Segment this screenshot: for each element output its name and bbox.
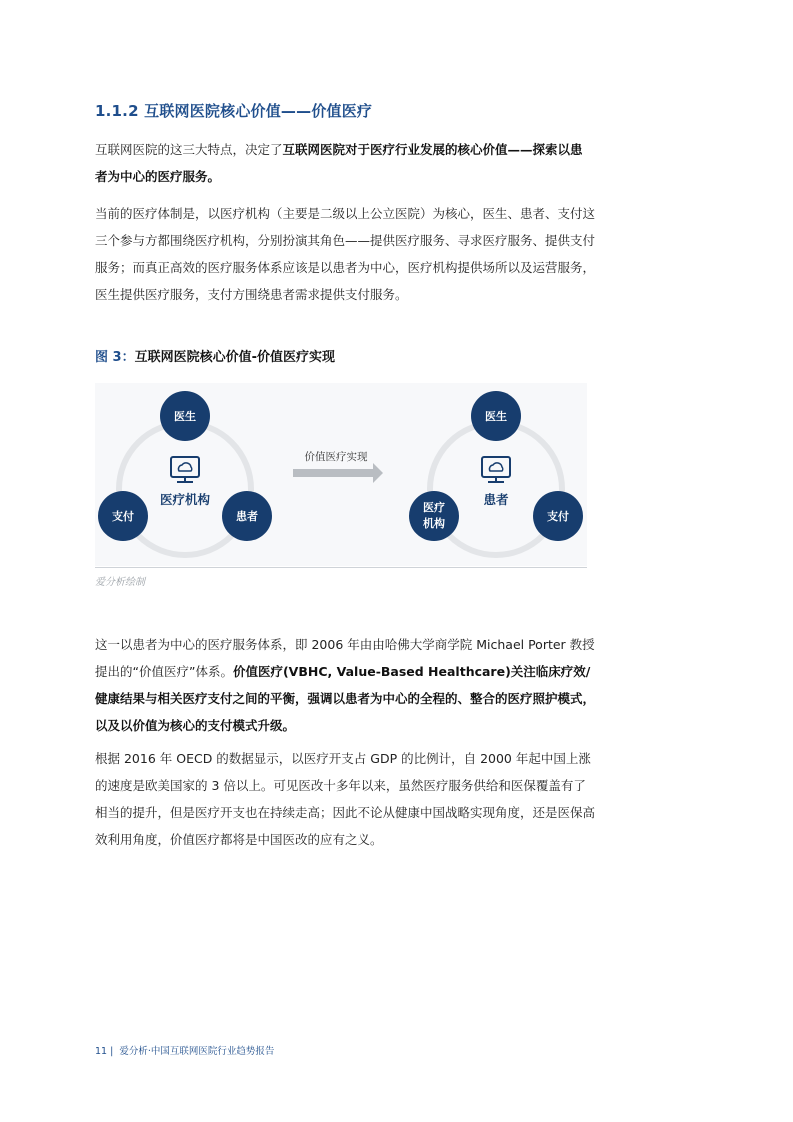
paragraph-3-text: 这一以患者为中心的医疗服务体系，即 2006 年由由哈佛大学商学院 Michael Porter 教授提出的“价值医疗”体系。: [95, 637, 595, 679]
left-center-label: 医疗机构: [159, 492, 211, 507]
figure-title-text: 互联网医院核心价值-价值医疗实现: [134, 350, 335, 365]
paragraph-1-bold: 互联网医院对于医疗行业发展的核心价值——探索以患者为中心的医疗服务。: [95, 142, 583, 184]
footer-title: 爱分析·中国互联网医院行业趋势报告: [119, 1046, 275, 1057]
figure-label: 图 3：: [95, 350, 135, 365]
transition-arrow-shaft: [293, 469, 373, 477]
right-center-icon: [482, 457, 510, 482]
paragraph-4: 根据 2016 年 OECD 的数据显示，以医疗开支占 GDP 的比例计，自 2000 年起中国上涨的速度是欧美国家的 3 倍以上。可见医改十多年以来，虽然医疗服务供给和医保覆盖有了相当的提升，但是医疗开支也在持续走高；因此不论从健康中国战略实现角度，还是医保高效利用角度，价值医疗都将是中国医改的应有之义。: [95, 751, 596, 847]
left-node-top-label: 医生: [174, 410, 196, 423]
page-number: 11 |: [95, 1046, 114, 1057]
transition-arrow-icon: [373, 463, 383, 483]
right-node-bottom-left: [409, 491, 459, 541]
right-node-top-label: 医生: [485, 410, 507, 423]
paragraph-1-text: 互联网医院的这三大特点，决定了: [95, 142, 283, 157]
figure-source: 爱分析绘制: [95, 577, 145, 588]
left-node-bottom-left-label: 支付: [112, 510, 134, 523]
page-footer: [95, 1043, 274, 1057]
paragraph-1: [95, 136, 595, 190]
right-node-bottom-right-label: 支付: [547, 510, 569, 523]
paragraph-2: 当前的医疗体制是，以医疗机构（主要是二级以上公立医院）为核心，医生、患者、支付这三个参与方都围绕医疗机构，分别扮演其角色——提供医疗服务、寻求医疗服务、提供支付服务；而真正高效的医疗服务体系应该是以患者为中心，医疗机构提供场所以及运营服务，医生提供医疗服务，支付方围绕患者需求提供支付服务。: [95, 206, 596, 302]
right-node-bottom-left-label-line1: 医疗: [423, 501, 445, 514]
figure-title: [95, 346, 335, 365]
left-node-bottom-right-label: 患者: [236, 510, 258, 523]
figure-divider: [95, 567, 587, 568]
arrow-label: 价值医疗实现: [304, 451, 368, 463]
paragraph-3: [95, 631, 595, 739]
value-healthcare-diagram: [95, 383, 587, 566]
right-node-bottom-left-label-line2: 机构: [423, 517, 445, 530]
left-center-icon: [171, 457, 199, 482]
diagram-svg: [95, 383, 587, 566]
paragraph-3-bold: 价值医疗(VBHC, Value-Based Healthcare)关注临床疗效/健康结果与相关医疗支付之间的平衡，强调以患者为中心的全程的、整合的医疗照护模式，以及以价值为核心的支付模式升级。: [95, 664, 596, 733]
section-heading: 1.1.2 互联网医院核心价值——价值医疗: [95, 102, 373, 120]
right-center-label: 患者: [483, 492, 509, 507]
